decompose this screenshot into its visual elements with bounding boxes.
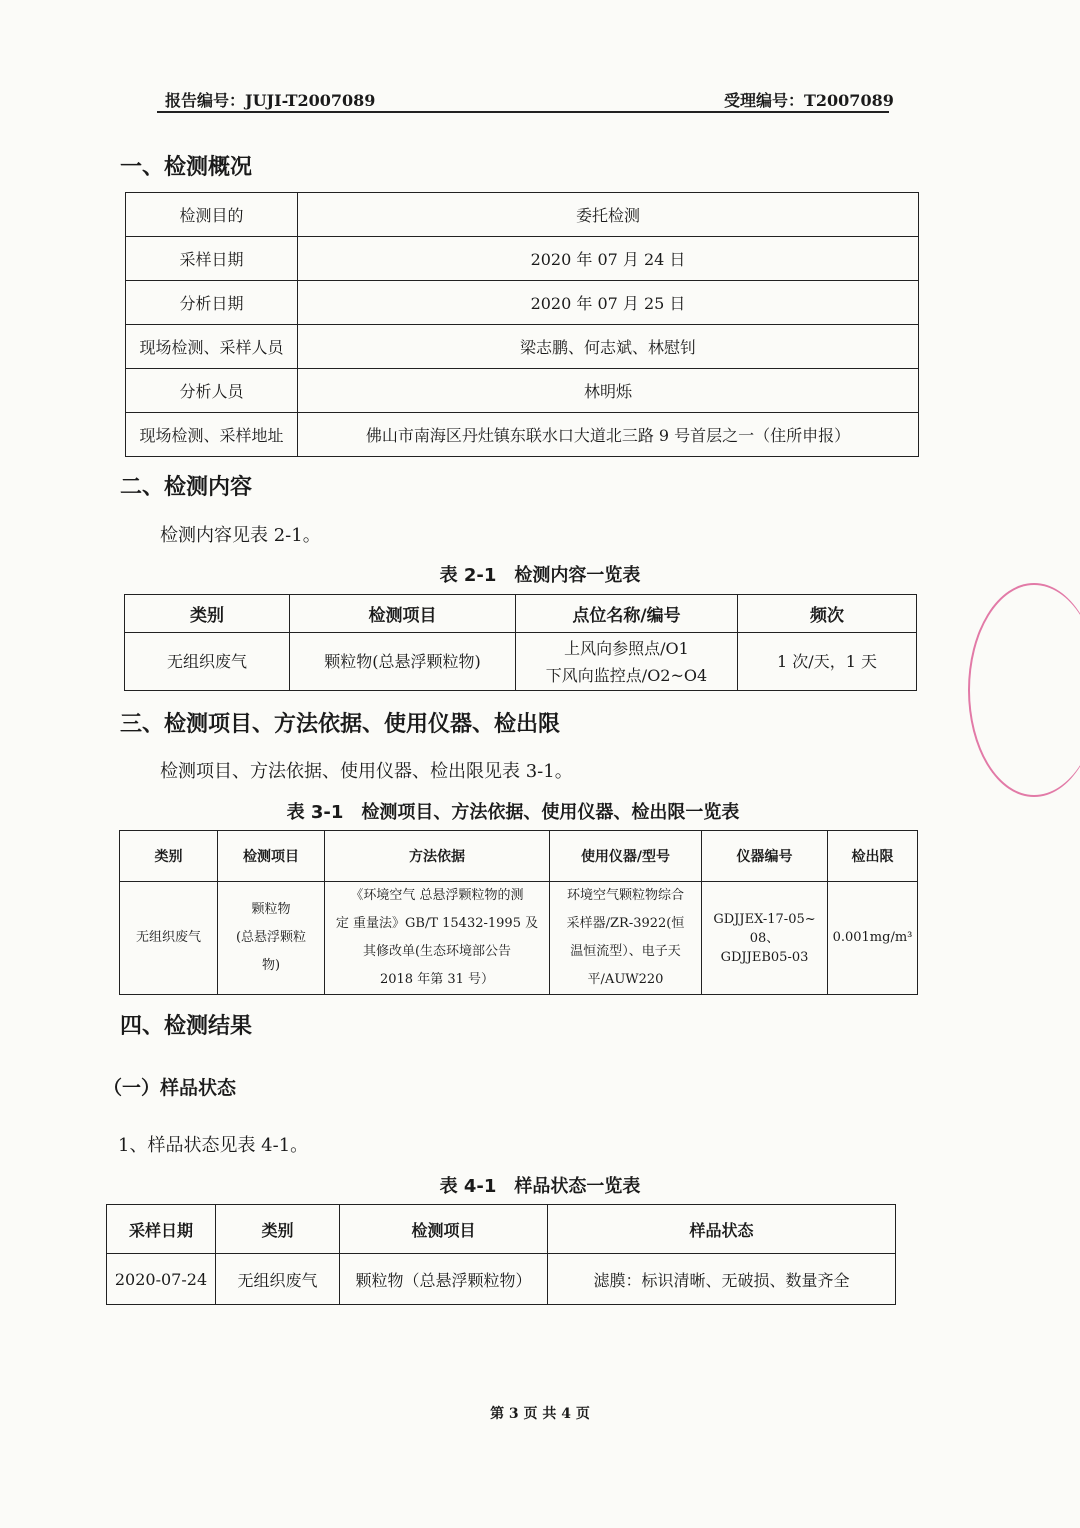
point-cell [516,633,738,691]
column-header: 类别 [120,831,218,882]
table2-caption: 表 2-1 检测内容一览表 [439,565,641,586]
table-header-row [107,1205,896,1254]
table-row [126,325,919,369]
instrument-line: 采样器/ZR-3922(恒 [566,916,685,931]
column-header: 类别 [125,595,290,633]
column-header: 检测项目 [218,831,325,882]
category-cell: 无组织废气 [216,1254,340,1305]
method-table [119,830,918,995]
column-header: 点位名称/编号 [516,595,738,633]
instrument-line: 环境空气颗粒物综合 [566,888,684,903]
table-header-row [125,595,917,633]
section2-intro: 检测内容见表 2-1。 [160,525,321,546]
date-cell: 2020-07-24 [107,1254,216,1305]
overview-table [125,192,919,457]
table-row [125,633,917,691]
page-number: 第 3 页 共 4 页 [490,1406,590,1422]
overview-value: 佛山市南海区丹灶镇东联水口大道北三路 9 号首层之一（住所申报） [298,413,919,457]
overview-label: 分析日期 [126,281,298,325]
table-row [126,237,919,281]
overview-value: 2020 年 07 月 25 日 [298,281,919,325]
item-line: (总悬浮颗粒 [235,930,307,945]
method-line: 《环境空气 总悬浮颗粒物的测 [350,888,524,903]
overview-label: 现场检测、采样地址 [126,413,298,457]
overview-label: 检测目的 [126,193,298,237]
report-number: 报告编号：JUJI-T2007089 [165,91,376,110]
table-header-row [120,831,918,882]
item-cell: 颗粒物(总悬浮颗粒物) [290,633,516,691]
method-line: 定 重量法》GB/T 15432-1995 及 [335,916,539,931]
device-line: GDJJEX-17-05~ [713,911,816,927]
column-header: 方法依据 [325,831,550,882]
table3-caption: 表 3-1 检测项目、方法依据、使用仪器、检出限一览表 [286,802,740,823]
item-cell: 颗粒物（总悬浮颗粒物） [340,1254,548,1305]
seal-stamp [968,583,1080,797]
sample-table [106,1204,896,1305]
point-line: 上风向参照点/O1 [564,638,689,658]
table-row [120,882,918,995]
accept-number: 受理编号：T2007089 [724,91,894,110]
header-divider [157,111,889,113]
column-header: 类别 [216,1205,340,1254]
device-line: 08、 [749,930,780,946]
instrument-line: 平/AUW220 [587,972,664,987]
table-row [126,281,919,325]
device-cell [702,882,828,995]
limit-cell: 0.001mg/m³ [828,882,918,995]
table-row [126,413,919,457]
column-header: 仪器编号 [702,831,828,882]
section3-title: 三、检测项目、方法依据、使用仪器、检出限 [120,712,561,737]
status-cell: 滤膜：标识清晰、无破损、数量齐全 [548,1254,896,1305]
table-row [126,369,919,413]
overview-value: 梁志鹏、何志斌、林慰钊 [298,325,919,369]
table4-caption: 表 4-1 样品状态一览表 [439,1176,641,1197]
method-line: 2018 年第 31 号） [379,972,495,987]
point-line: 下风向监控点/O2~O4 [545,665,708,685]
method-line: 其修改单(生态环境部公告 [362,944,512,959]
section4-intro: 1、样品状态见表 4-1。 [118,1135,309,1156]
table-row [107,1254,896,1305]
overview-label: 采样日期 [126,237,298,281]
section1-title: 一、检测概况 [120,155,253,180]
item-cell [218,882,325,995]
section4-title: 四、检测结果 [120,1014,253,1039]
instrument-cell [550,882,702,995]
category-cell: 无组织废气 [125,633,290,691]
section2-title: 二、检测内容 [120,475,253,500]
overview-label: 现场检测、采样人员 [126,325,298,369]
item-line: 物) [261,958,281,973]
column-header: 检测项目 [290,595,516,633]
overview-value: 委托检测 [298,193,919,237]
item-line: 颗粒物 [251,902,291,917]
content-table [124,594,917,691]
column-header: 使用仪器/型号 [550,831,702,882]
column-header: 样品状态 [548,1205,896,1254]
section3-intro: 检测项目、方法依据、使用仪器、检出限见表 3-1。 [160,761,573,782]
instrument-line: 温恒流型）、电子天 [570,944,681,959]
overview-value: 林明烁 [298,369,919,413]
overview-value: 2020 年 07 月 24 日 [298,237,919,281]
overview-label: 分析人员 [126,369,298,413]
device-line: GDJJEB05-03 [720,949,809,965]
frequency-cell: 1 次/天，1 天 [738,633,917,691]
column-header: 采样日期 [107,1205,216,1254]
method-cell [325,882,550,995]
table-row [126,193,919,237]
category-cell: 无组织废气 [120,882,218,995]
section4-subtitle: （一）样品状态 [103,1077,237,1099]
column-header: 频次 [738,595,917,633]
column-header: 检测项目 [340,1205,548,1254]
column-header: 检出限 [828,831,918,882]
